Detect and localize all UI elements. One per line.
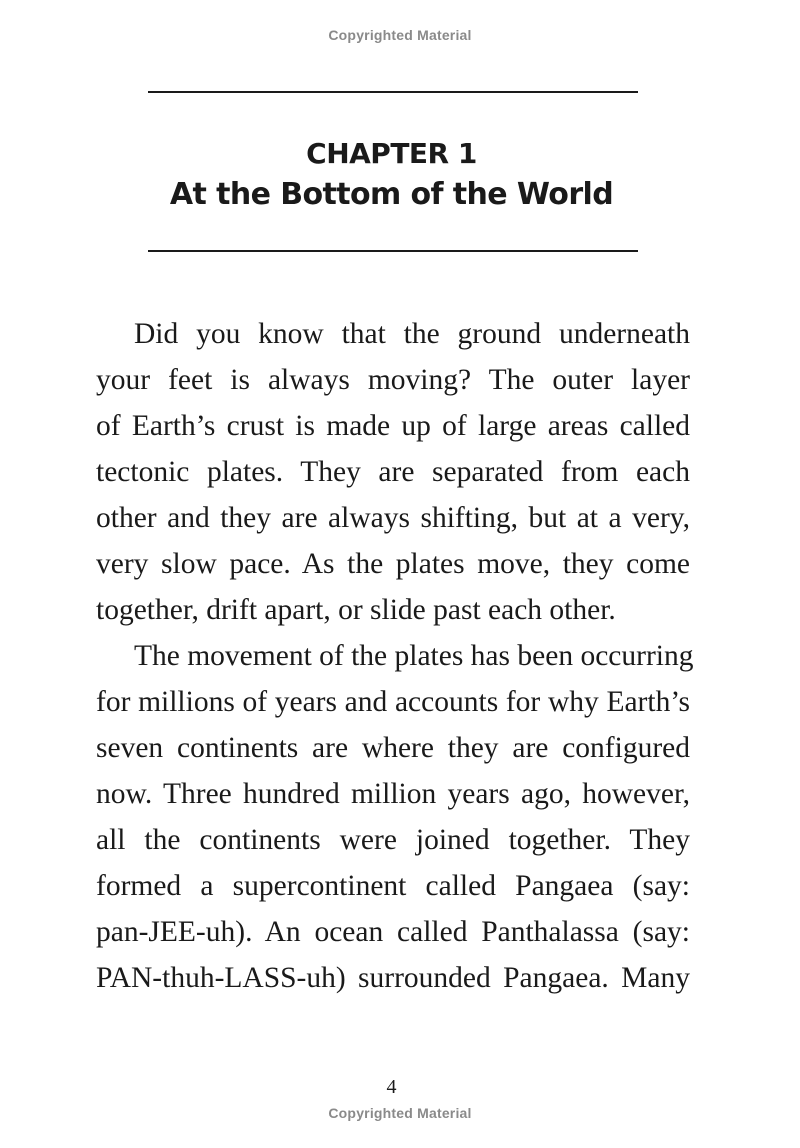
paragraph-2 (96, 633, 694, 1001)
bottom-divider (148, 250, 638, 252)
text-line: seven continents are where they are configured (96, 732, 690, 764)
copyright-watermark-bottom: Copyrighted Material (328, 1105, 472, 1121)
text-line: pan-JEE-uh). An ocean called Panthalassa (say: (96, 916, 690, 948)
paragraph-1 (96, 311, 690, 633)
text-line: of Earth’s crust is made up of large areas called (96, 410, 690, 442)
text-line: formed a supercontinent called Pangaea (say: (96, 870, 690, 902)
text-line: PAN-thuh-LASS-uh) surrounded Pangaea. Many (96, 962, 690, 994)
chapter-number: CHAPTER 1 (306, 137, 477, 170)
text-line: all the continents were joined together. They (96, 824, 690, 856)
text-line: very slow pace. As the plates move, they come (96, 548, 690, 580)
chapter-title: At the Bottom of the World (169, 177, 614, 212)
text-line: for millions of years and accounts for why Earth’s (96, 686, 690, 718)
copyright-watermark-top: Copyrighted Material (328, 27, 472, 43)
text-line: your feet is always moving? The outer layer (96, 364, 690, 396)
text-line: The movement of the plates has been occurring (134, 640, 694, 672)
text-line: now. Three hundred million years ago, however, (96, 778, 690, 810)
text-line: Did you know that the ground underneath (134, 318, 690, 350)
text-line: other and they are always shifting, but at a very, (96, 502, 690, 534)
text-line: tectonic plates. They are separated from each (96, 456, 690, 488)
page-number: 4 (386, 1076, 397, 1098)
body-text (96, 311, 694, 1001)
top-divider (148, 91, 638, 93)
text-line: together, drift apart, or slide past each other. (96, 594, 616, 626)
